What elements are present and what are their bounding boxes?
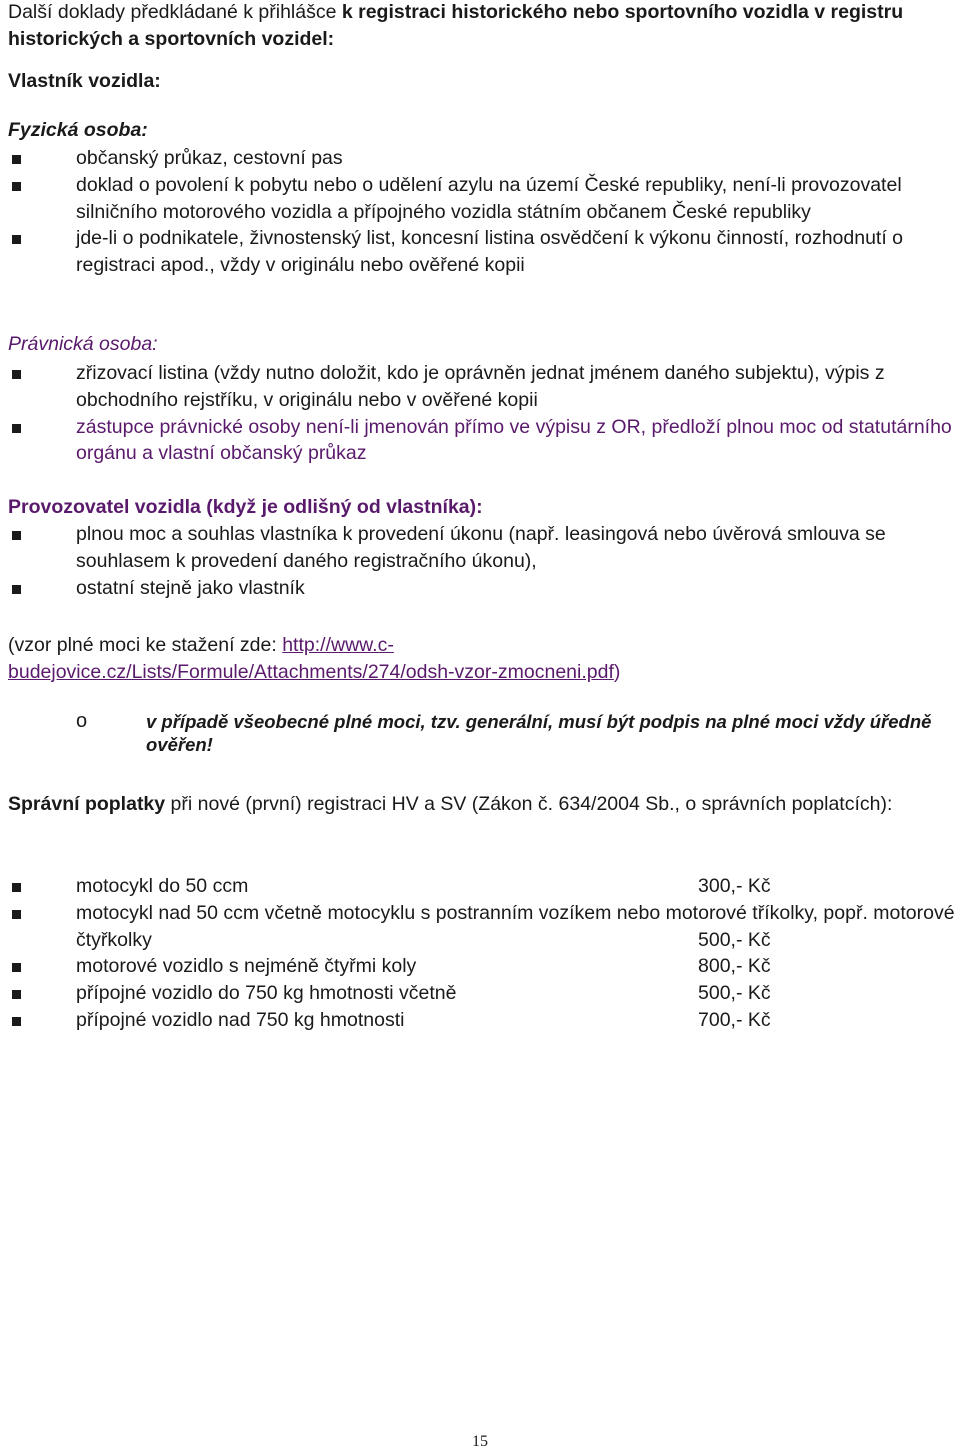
template-download-link[interactable]: http://www.c- budejovice.cz/Lists/Formule/Attachments/274/odsh-vzor-zmocneni.pdf: [8, 634, 614, 683]
fees-list: [8, 873, 960, 1034]
legal-person-heading: Právnická osoba:: [8, 333, 158, 355]
fees-heading: Správní poplatky při nové (první) registraci HV a SV (Zákon č. 634/2004 Sb., o správních poplatcích):: [8, 793, 893, 815]
fee-item: [8, 1007, 960, 1034]
note-text: v případě všeobecné plné moci, tzv. generální, musí být podpis na plné moci vždy úředně ověřen!: [146, 711, 932, 755]
bullet-icon: [12, 370, 21, 379]
fee-item: [8, 873, 960, 900]
list-item: zástupce právnické osoby není-li jmenován přímo ve výpisu z OR, předloží plnou moc od statutárního orgánu a vlastní občanský průkaz: [8, 414, 960, 468]
bullet-icon: [12, 585, 21, 594]
bullet-icon: [12, 990, 21, 999]
fee-item: [8, 953, 960, 980]
legal-person-list: [8, 360, 960, 467]
fee-price: 700,- Kč: [698, 1008, 771, 1031]
list-item: občanský průkaz, cestovní pas: [8, 145, 960, 172]
fee-label: přípojné vozidlo do 750 kg hmotnosti včetně: [76, 982, 457, 1005]
power-of-attorney-note: [8, 710, 956, 756]
operator-list: [8, 521, 960, 601]
bullet-icon: [12, 424, 21, 433]
circle-bullet-icon: o: [76, 710, 88, 732]
list-item: doklad o povolení k pobytu nebo o udělení azylu na území České republiky, není-li provozovatel silničního motorového vozidla a přípojného vozidla státním občanem České republiky: [8, 172, 960, 226]
owner-heading: Vlastník vozidla:: [8, 70, 161, 92]
bullet-icon: [12, 155, 21, 164]
intro-lead: Další doklady předkládané k přihlášce: [8, 1, 342, 23]
intro-paragraph: [8, 0, 956, 53]
operator-heading: Provozovatel vozidla (když je odlišný od vlastníka):: [8, 496, 483, 518]
bullet-icon: [12, 1017, 21, 1026]
intro-bold: k registraci historického nebo sportovního vozidla v registru historických a sportovních vozidel:: [8, 1, 904, 50]
bullet-icon: [12, 235, 21, 244]
list-item: ostatní stejně jako vlastník: [8, 575, 960, 602]
fee-label: motocykl nad 50 ccm včetně motocyklu s postranním vozíkem nebo motorové tříkolky, popř. motorové čtyřkolky: [76, 901, 955, 951]
bullet-icon: [12, 182, 21, 191]
fee-item: [8, 980, 960, 1007]
template-paragraph: (vzor plné moci ke stažení zde: http://www.c- budejovice.cz/Lists/Formule/Attachments/274/odsh-vzor-zmocneni.pdf): [8, 634, 621, 683]
fee-price: 500,- Kč: [698, 928, 771, 951]
list-item: plnou moc a souhlas vlastníka k provedení úkonu (např. leasingová nebo úvěrová smlouva se souhlasem k provedení daného registračního úkonu),: [8, 521, 960, 575]
fee-label: přípojné vozidlo nad 750 kg hmotnosti: [76, 1008, 405, 1031]
page-number: 15: [472, 1433, 488, 1450]
list-item: jde-li o podnikatele, živnostenský list, koncesní listina osvědčení k výkonu činností, rozhodnutí o registraci apod., vždy v originálu nebo ověřené kopii: [8, 225, 960, 279]
list-item: zřizovací listina (vždy nutno doložit, kdo je oprávněn jednat jménem daného subjektu), výpis z obchodního rejstříku, v originálu nebo v ověřené kopii: [8, 360, 960, 414]
fee-label: motocykl do 50 ccm: [76, 875, 249, 897]
fee-price: 300,- Kč: [698, 875, 771, 897]
bullet-icon: [12, 910, 21, 919]
bullet-icon: [12, 883, 21, 892]
natural-person-heading: Fyzická osoba:: [8, 119, 148, 141]
fee-label: motorové vozidlo s nejméně čtyřmi koly: [76, 955, 417, 978]
fee-item: [8, 900, 960, 954]
bullet-icon: [12, 963, 21, 972]
fee-price: 500,- Kč: [698, 982, 771, 1005]
bullet-icon: [12, 531, 21, 540]
natural-person-list: [8, 145, 960, 279]
fee-price: 800,- Kč: [698, 955, 771, 978]
